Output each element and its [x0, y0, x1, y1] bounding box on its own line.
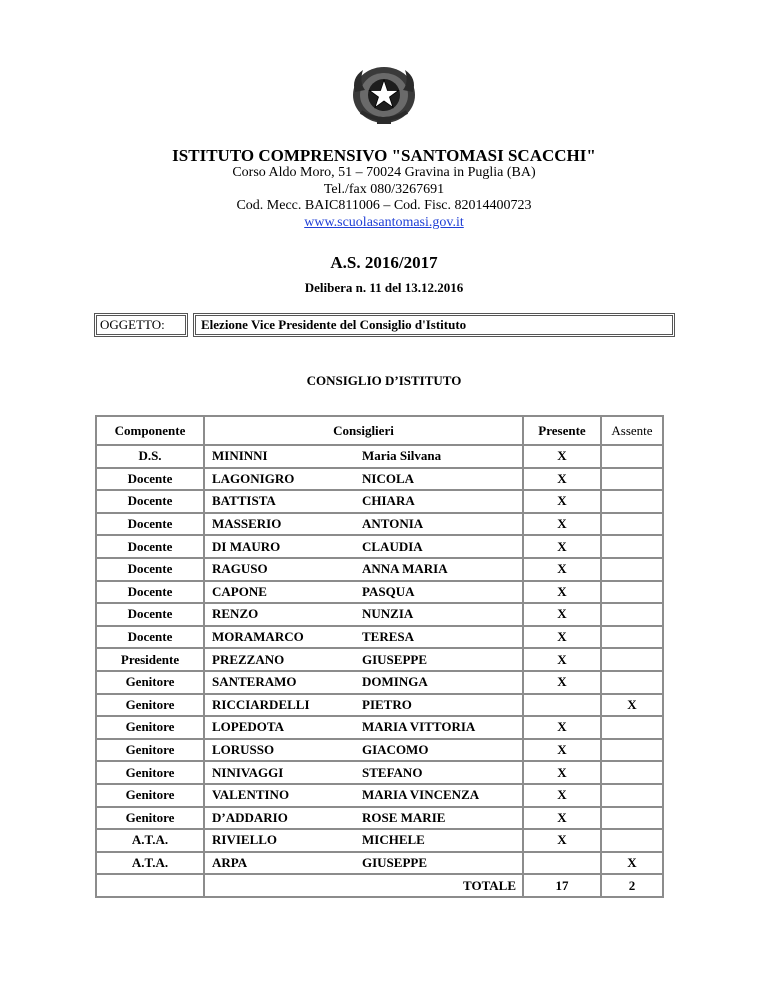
presente-cell: X [523, 761, 601, 784]
header-presente: Presente [523, 416, 601, 445]
firstname-cell: Maria Silvana [362, 445, 523, 468]
totals-presente: 17 [523, 874, 601, 897]
table-row [96, 445, 663, 468]
firstname-cell: MARIA VITTORIA [362, 716, 523, 739]
role-cell: A.T.A. [96, 829, 204, 852]
role-cell: Docente [96, 490, 204, 513]
presente-cell: X [523, 807, 601, 830]
assente-cell [601, 581, 663, 604]
firstname-cell: ANTONIA [362, 513, 523, 536]
table-row [96, 671, 663, 694]
presente-cell: X [523, 558, 601, 581]
presente-cell: X [523, 581, 601, 604]
website-row [0, 214, 768, 231]
assente-cell: X [601, 852, 663, 875]
totals-row [96, 874, 663, 897]
table-row [96, 829, 663, 852]
firstname-cell: ROSE MARIE [362, 807, 523, 830]
surname-cell: ARPA [204, 852, 362, 875]
surname-cell: LORUSSO [204, 739, 362, 762]
role-cell: Genitore [96, 784, 204, 807]
firstname-cell: GIACOMO [362, 739, 523, 762]
section-title: CONSIGLIO D’ISTITUTO [306, 373, 462, 388]
totals-empty-cell [96, 874, 204, 897]
assente-cell: X [601, 694, 663, 717]
header-assente: Assente [601, 416, 663, 445]
assente-cell [601, 829, 663, 852]
presente-cell: X [523, 829, 601, 852]
table-row [96, 468, 663, 491]
table-header-row [96, 416, 663, 445]
role-cell: Docente [96, 558, 204, 581]
assente-cell [601, 468, 663, 491]
table-row [96, 716, 663, 739]
school-codes: Cod. Mecc. BAIC811006 – Cod. Fisc. 82014400723 [236, 198, 532, 213]
firstname-cell: MICHELE [362, 829, 523, 852]
table-row [96, 694, 663, 717]
table-row [96, 784, 663, 807]
table-row [96, 761, 663, 784]
surname-cell: SANTERAMO [204, 671, 362, 694]
presente-cell: X [523, 445, 601, 468]
header-consiglieri: Consiglieri [204, 416, 523, 445]
table-row [96, 626, 663, 649]
surname-cell: MININNI [204, 445, 362, 468]
presente-cell: X [523, 490, 601, 513]
surname-cell: BATTISTA [204, 490, 362, 513]
role-cell: Docente [96, 626, 204, 649]
firstname-cell: NUNZIA [362, 603, 523, 626]
header-componente: Componente [96, 416, 204, 445]
role-cell: Presidente [96, 648, 204, 671]
table-row [96, 513, 663, 536]
presente-cell: X [523, 648, 601, 671]
presente-cell: X [523, 784, 601, 807]
totals-label: TOTALE [204, 874, 523, 897]
role-cell: Genitore [96, 716, 204, 739]
assente-cell [601, 671, 663, 694]
assente-cell [601, 535, 663, 558]
presente-cell: X [523, 739, 601, 762]
assente-cell [601, 603, 663, 626]
table-row [96, 739, 663, 762]
assente-cell [601, 716, 663, 739]
presente-cell [523, 694, 601, 717]
role-cell: Genitore [96, 671, 204, 694]
role-cell: Genitore [96, 694, 204, 717]
role-cell: Docente [96, 513, 204, 536]
firstname-cell: CLAUDIA [362, 535, 523, 558]
surname-cell: D’ADDARIO [204, 807, 362, 830]
assente-cell [601, 761, 663, 784]
table-row [96, 852, 663, 875]
presente-cell: X [523, 513, 601, 536]
presente-cell: X [523, 671, 601, 694]
presente-cell: X [523, 603, 601, 626]
school-year: A.S. 2016/2017 [330, 253, 438, 272]
assente-cell [601, 807, 663, 830]
role-cell: Genitore [96, 807, 204, 830]
presente-cell: X [523, 716, 601, 739]
table-row [96, 490, 663, 513]
assente-cell [601, 513, 663, 536]
firstname-cell: GIUSEPPE [362, 852, 523, 875]
firstname-cell: GIUSEPPE [362, 648, 523, 671]
firstname-cell: DOMINGA [362, 671, 523, 694]
school-address: Corso Aldo Moro, 51 – 70024 Gravina in Puglia (BA) [232, 165, 536, 180]
surname-cell: MORAMARCO [204, 626, 362, 649]
council-table [95, 415, 664, 898]
surname-cell: LOPEDOTA [204, 716, 362, 739]
role-cell: A.T.A. [96, 852, 204, 875]
presente-cell [523, 852, 601, 875]
surname-cell: CAPONE [204, 581, 362, 604]
website-link[interactable]: www.scuolasantomasi.gov.it [304, 215, 464, 230]
firstname-cell: STEFANO [362, 761, 523, 784]
table-row [96, 558, 663, 581]
firstname-cell: PIETRO [362, 694, 523, 717]
surname-cell: PREZZANO [204, 648, 362, 671]
table-row [96, 581, 663, 604]
table-row [96, 648, 663, 671]
table-row [96, 603, 663, 626]
oggetto-label: OGGETTO: [94, 313, 188, 337]
surname-cell: DI MAURO [204, 535, 362, 558]
table-row [96, 535, 663, 558]
surname-cell: NINIVAGGI [204, 761, 362, 784]
role-cell: Docente [96, 581, 204, 604]
presente-cell: X [523, 626, 601, 649]
presente-cell: X [523, 468, 601, 491]
school-name: ISTITUTO COMPRENSIVO "SANTOMASI SCACCHI" [172, 146, 596, 165]
role-cell: Genitore [96, 761, 204, 784]
table-row [96, 807, 663, 830]
firstname-cell: ANNA MARIA [362, 558, 523, 581]
assente-cell [601, 739, 663, 762]
assente-cell [601, 626, 663, 649]
role-cell: Genitore [96, 739, 204, 762]
school-phone: Tel./fax 080/3267691 [323, 182, 445, 197]
firstname-cell: CHIARA [362, 490, 523, 513]
surname-cell: RAGUSO [204, 558, 362, 581]
assente-cell [601, 784, 663, 807]
role-cell: Docente [96, 535, 204, 558]
delibera-number: Delibera n. 11 del 13.12.2016 [304, 280, 464, 295]
oggetto-subject: Elezione Vice Presidente del Consiglio d'Istituto [193, 313, 675, 337]
assente-cell [601, 445, 663, 468]
surname-cell: RENZO [204, 603, 362, 626]
surname-cell: VALENTINO [204, 784, 362, 807]
role-cell: D.S. [96, 445, 204, 468]
totals-assente: 2 [601, 874, 663, 897]
italian-republic-emblem-icon [347, 60, 421, 126]
role-cell: Docente [96, 468, 204, 491]
firstname-cell: NICOLA [362, 468, 523, 491]
assente-cell [601, 490, 663, 513]
firstname-cell: PASQUA [362, 581, 523, 604]
assente-cell [601, 558, 663, 581]
firstname-cell: MARIA VINCENZA [362, 784, 523, 807]
surname-cell: MASSERIO [204, 513, 362, 536]
role-cell: Docente [96, 603, 204, 626]
surname-cell: LAGONIGRO [204, 468, 362, 491]
surname-cell: RICCIARDELLI [204, 694, 362, 717]
assente-cell [601, 648, 663, 671]
firstname-cell: TERESA [362, 626, 523, 649]
surname-cell: RIVIELLO [204, 829, 362, 852]
presente-cell: X [523, 535, 601, 558]
